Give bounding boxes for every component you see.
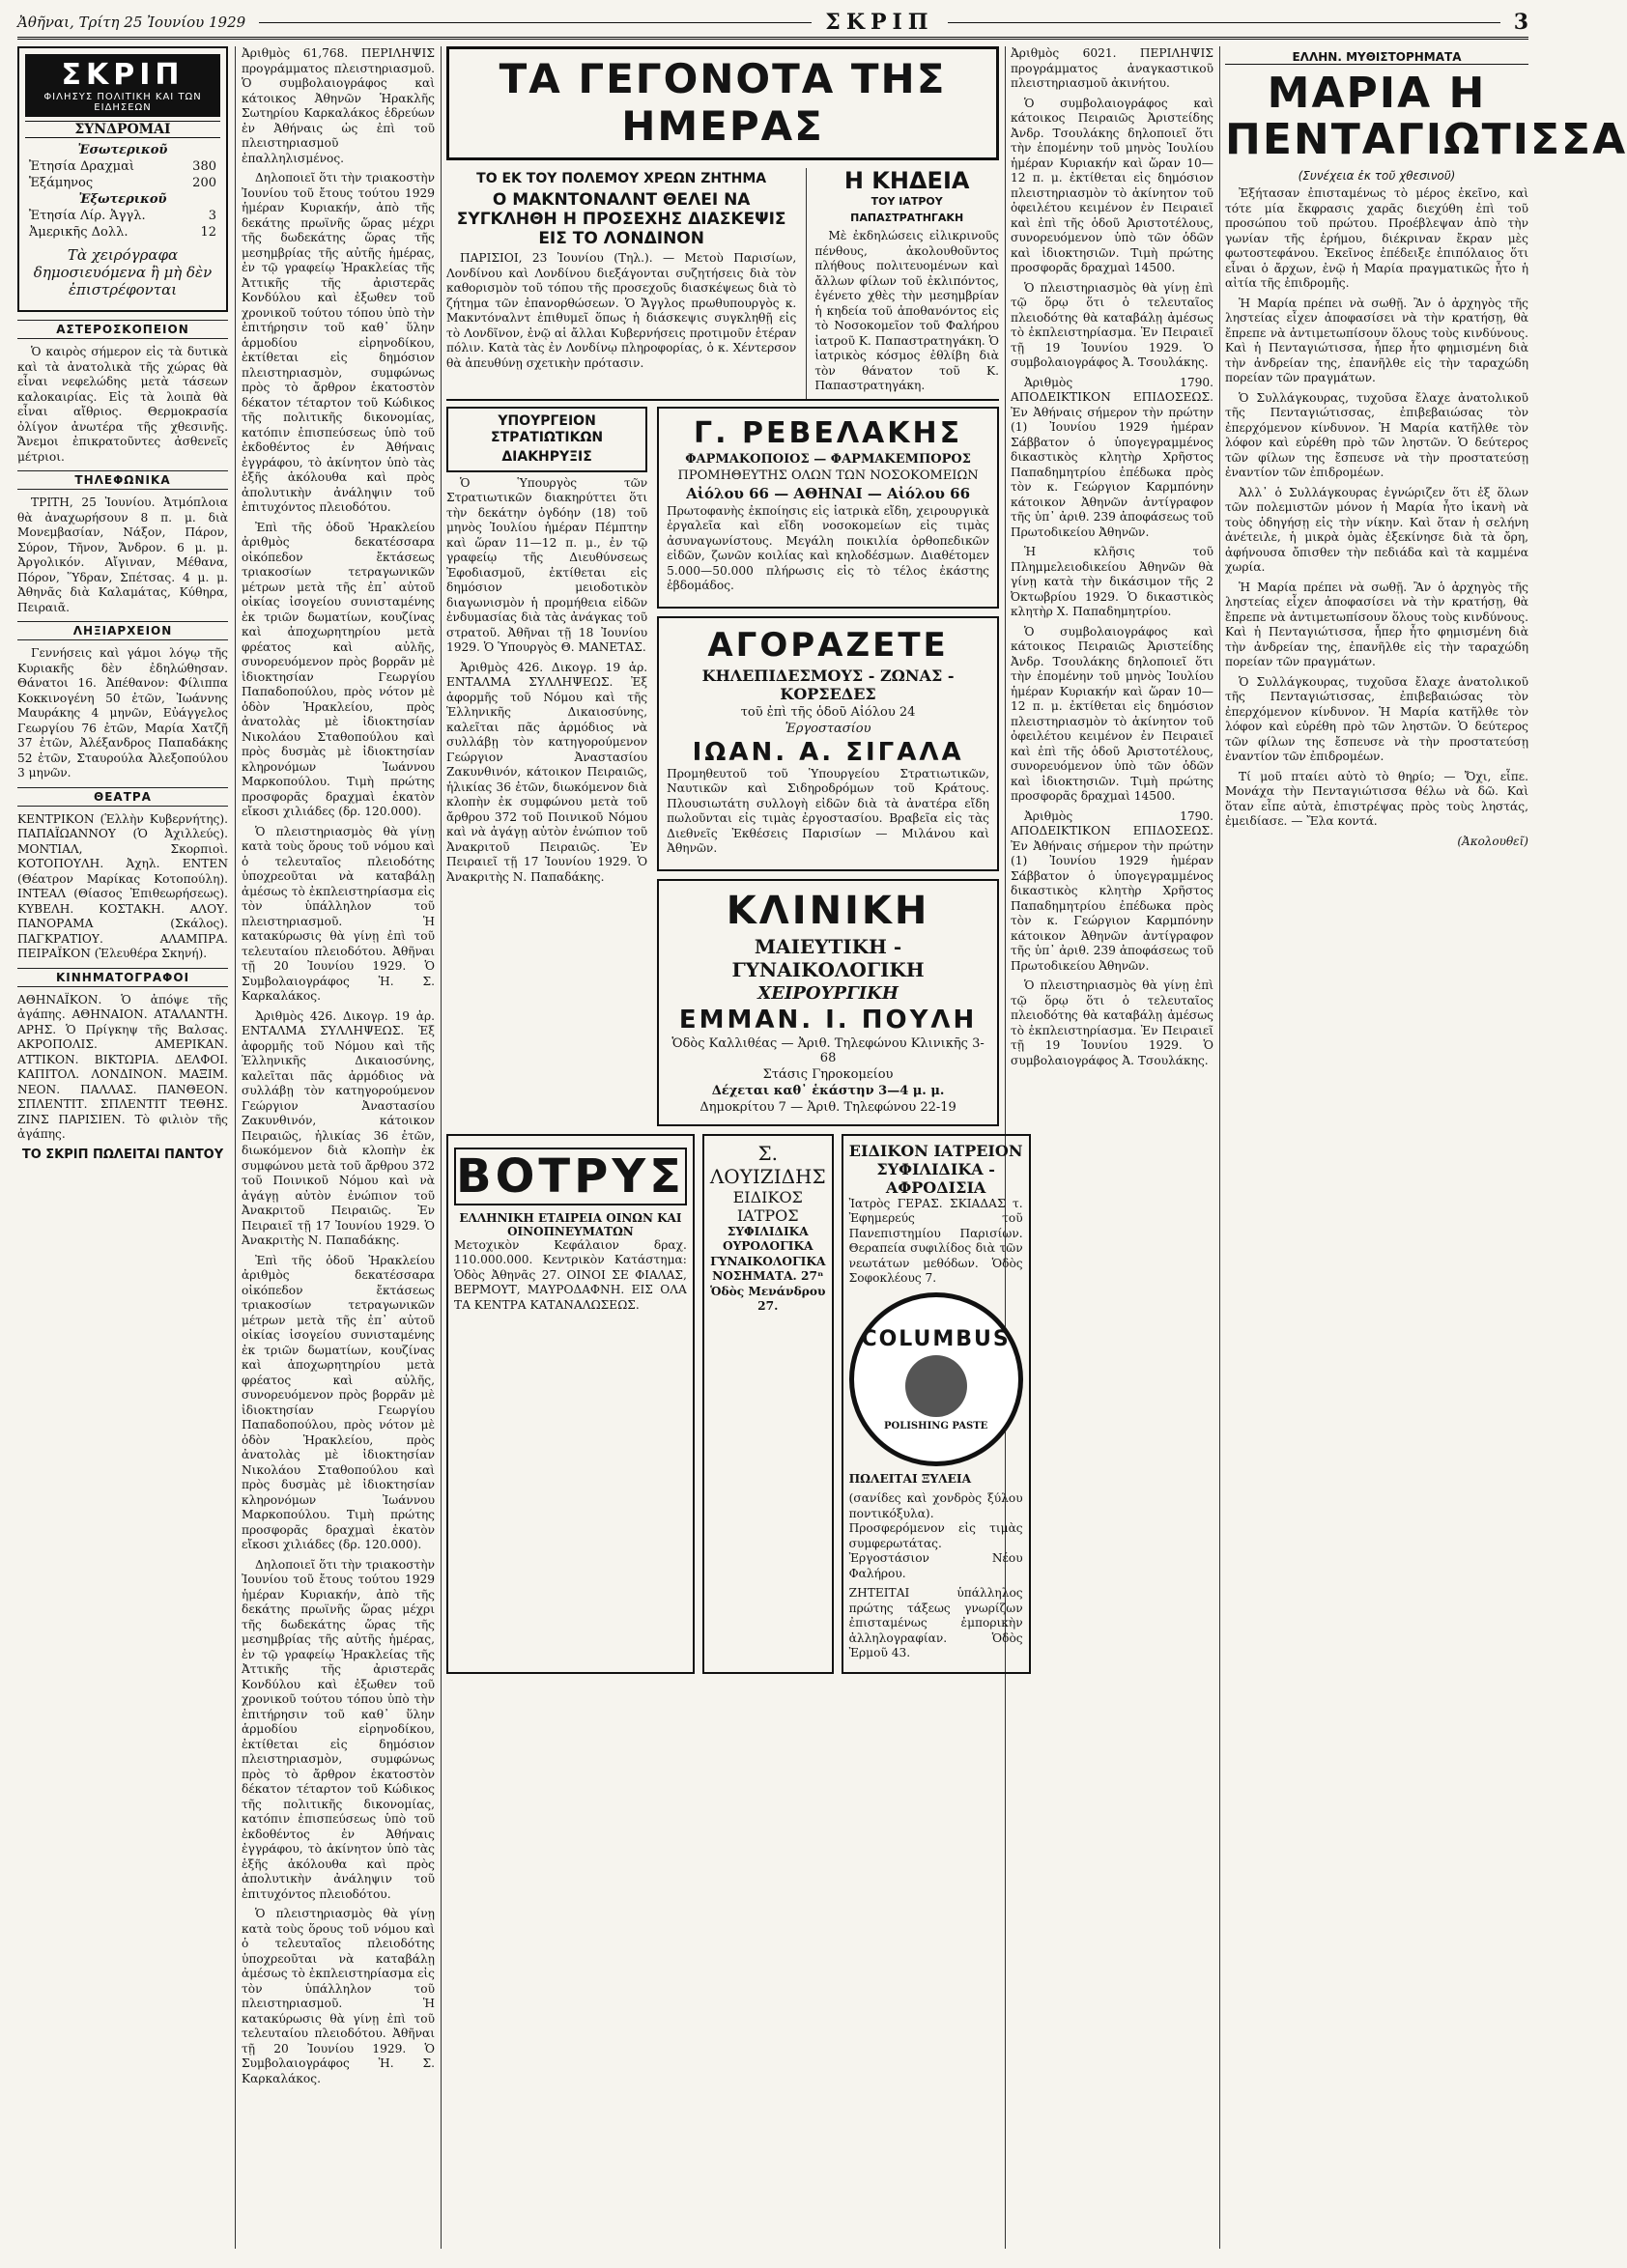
subscriptions-heading: ΣΥΝΔΡΟΜΑΙ	[25, 121, 220, 138]
rate-row	[25, 224, 220, 241]
column-2	[242, 46, 435, 2091]
arrest-warrant-text: Ἀριθμὸς 426. Δικογρ. 19 ἀρ. ΕΝΤΑΛΜΑ ΣΥΛΛΗΨΕΩΣ. Ἐξ ἀφορμῆς τοῦ Νόμου καὶ τῆς Ἑλληνικῆς Δικαιοσύνης, καλεῖται πᾶς ἀρμόδιος νὰ συλλάβῃ τὸν κατηγορούμενον Γεώργιον Ἀναστασίου Ζακυνθινόν, κάτοικον Πειραιῶς, ἡλικίας 36 ἐτῶν, διωκόμενον διὰ κλοπὴν ἐκ συμφώνου μετὰ τοῦ ἄρθρου 372 τοῦ Ποινικοῦ Νόμου καὶ νὰ ἀγάγῃ αὐτὸν ἐνώπιον τοῦ Ἀνακριτοῦ Πειραιῶς. Ἐν Πειραιεῖ τῇ 17 Ἰουνίου 1929. Ὁ Ἀνακριτὴς Ν. Παπαδάκης.	[242, 1008, 435, 1247]
legal-notice-text: Ἡ κλῆσις τοῦ Πλημμελειοδικείου Ἀθηνῶν θὰ γίνῃ κατὰ τὴν δικάσιμον τῆς 2 Ὀκτωβρίου 1929. Ὁ δικαστικὸς κλητὴρ Χ. Παπαδημητρίου.	[1011, 545, 1213, 618]
army-subheading: ΔΙΑΚΗΡΥΞΙΣ	[501, 448, 592, 465]
serial-text: Ὁ Συλλάγκουρας, τυχοῦσα ἔλαχε ἀνατολικοῦ τῆς Πενταγιώτισσας, ἐπιβεβαιώσας τὸν ἐπερχόμενον κίνδυνον. Ἡ Μαρία κατῆλθε τὸν λόφον καὶ εὑρέθη πρὸ τῶν ληστῶν. Ὁ δεύτερος τῶν φίλων της ἔσπευσε νὰ τὴν προστατεύσῃ ἐναντίον τῶν ἐπιδρομέων.	[1225, 390, 1528, 479]
pharmacy-name: Γ. ΡΕΒΕΛΑΚΗΣ	[694, 415, 963, 450]
footer-note: ΤΟ ΣΚΡΙΠ ΠΩΛΕΙΤΑΙ ΠΑΝΤΟΥ	[21, 1147, 224, 1162]
rate-label: Ἑξάμηνος	[29, 176, 94, 190]
buy-ad-text: Προμηθευτοῦ τοῦ Ὑπουργείου Στρατιωτικῶν, Ναυτικῶν καὶ Σιδηροδρόμων τοῦ Κράτους. Πλουσιωτάτη συλλογὴ εἰδῶν διὰ τὰ ἀνατέρα εἴδη πωλοῦνται εἰς τιμὰς ἐργοστασίου. Βραβεῖα εἰς τὰς Διεθνεῖς Ἐκθέσεις Παρισίων — Μιλάνου καὶ Ἀθηνῶν.	[667, 766, 989, 855]
article-headline: Ο ΜΑΚΝΤΟΝΑΛΝΤ ΘΕΛΕΙ ΝΑ ΣΥΓΚΛΗΘΗ Η ΠΡΟΣΕΧΗΣ ΔΙΑΣΚΕΨΙΣ ΕΙΣ ΤΟ ΛΟΝΔΙΝΟΝ	[456, 190, 786, 248]
buy-ad-address: τοῦ ἐπὶ τῆς ὁδοῦ Αἰόλου 24	[740, 704, 916, 720]
serial-text: Ἡ Μαρία πρέπει νὰ σωθῇ. Ἂν ὁ ἀρχηγὸς τῆς ληστείας εἶχεν ἀποφασίσει νὰ τὴν κρατήσῃ, θὰ ἔπρεπε νὰ ἀντιμετωπίσουν ὅλους τοὺς κινδύνους. Καὶ ἡ Πενταγιώτισσα, ἧπερ ἦτο φημισμένη διὰ τὴν ἀνδρείαν της, ἐπανῆλθε εἰς τὴν ταραχώδη πορείαν τῶν πραγμάτων.	[1225, 296, 1528, 384]
legal-notice-intro: Ἀριθμὸς 61,768. ΠΕΡΙΛΗΨΙΣ προγράμματος πλειστηριασμοῦ. Ὁ συμβολαιογράφος καὶ κάτοικος Ἀθηνῶν Ἡρακλῆς Σωτηρίου Καρκαλάκος ἑδρεύων ἐν Ἀθήναις ὡς ἐπὶ τοῦ πλειστηριασμοῦ ἐπαλληλισμένος.	[242, 46, 435, 165]
subscription-box	[17, 46, 228, 312]
botrys-line: ΕΛΛΗΝΙΚΗ ΕΤΑΙΡΕΙΑ ΟΙΝΩΝ ΚΑΙ ΟΙΝΟΠΝΕΥΜΑΤΩΝ	[459, 1210, 682, 1238]
serial-text: Ὁ Συλλάγκουρας, τυχοῦσα ἔλαχε ἀνατολικοῦ τῆς Πενταγιώτισσας, ἐπιβεβαιώσας τὸν ἐπερχόμενον κίνδυνον. Ἡ Μαρία κατῆλθε τὸν λόφον καὶ εὑρέθη πρὸ τῶν ληστῶν. Ὁ δεύτερος τῶν φίλων της ἔσπευσε νὰ τὴν προστατεύσῃ ἐναντίον τῶν ἐπιδρομέων.	[1225, 674, 1528, 763]
rate-row	[25, 208, 220, 224]
botrys-text: Μετοχικὸν Κεφάλαιον δραχ. 110.000.000. Κεντρικὸν Κατάστημα: Ὁδὸς Ἀθηνᾶς 27. ΟΙΝΟΙ ΣΕ ΦΙΑΛΑΣ, ΒΕΡΜΟΥΤ, ΜΑΥΡΟΔΑΦΝΗ. ΕΙΣ ΟΛΑ ΤΑ ΚΕΝΤΡΑ ΚΑΤΑΝΑΛΩΣΕΩΣ.	[454, 1237, 687, 1312]
buy-ad-shop: Ἐργοστασίου	[785, 721, 871, 736]
serial-to-be-continued: (Ἀκολουθεῖ)	[1457, 834, 1528, 848]
section-heading: ΚΙΝΗΜΑΤΟΓΡΑΦΟΙ	[17, 968, 228, 987]
clinic-hours: Δέχεται καθ᾽ ἑκάστην 3—4 μ. μ.	[711, 1083, 945, 1098]
registry-text: Γεννήσεις καὶ γάμοι λόγῳ τῆς Κυριακῆς δὲν ἐδηλώθησαν. Θάνατοι 16. Ἀπέθανον: Φίλιππα Κοκκινογένη 50 ἐτῶν, Ἰωάννης Μαυράκης 4 μηνῶν, Εὐάγγελος Γεωργίου 76 ἐτῶν, Μαρία Χατζῆ 37 ἐτῶν, Ἀλέξανδρος Παπαδάκης 52 ἐτῶν, Σταυρούλα Ἀλεξοπούλου 3 μηνῶν.	[17, 646, 228, 780]
serial-text: Ἡ Μαρία πρέπει νὰ σωθῇ. Ἂν ὁ ἀρχηγὸς τῆς ληστείας εἶχεν ἀποφασίσει νὰ τὴν κρατήσῃ, θὰ ἔπρεπε νὰ ἀντιμετωπίσουν ὅλους τοὺς κινδύνους. Καὶ ἡ Πενταγιώτισσα, ἧπερ ἦτο φημισμένη διὰ τὴν ἀνδρείαν της, ἐπανῆλθε εἰς τὴν ταραχώδη πορείαν τῶν πραγμάτων.	[1225, 580, 1528, 668]
army-notice-text: Ὁ Ὑπουργὸς τῶν Στρατιωτικῶν διακηρύττει ὅτι τὴν δεκάτην ὀγδόην (18) τοῦ μηνὸς Ἰουλίου ἡμέραν Πέμπτην καὶ ὥραν 11—12 π. μ., ἐν τῷ γραφείῳ τῆς Διευθύνσεως Ἐφοδιασμοῦ, ἐκτίθεται εἰς δημόσιον μειοδοτικὸν διαγωνισμὸν ἡ προμήθεια εἰδῶν ἐνδυμασίας διὰ τὰς ἀνάγκας τοῦ στρατοῦ. Ἀθῆναι τῇ 18 Ἰουνίου 1929. Ὁ Ὑπουργὸς Θ. ΜΑΝΕΤΑΣ.	[446, 475, 648, 654]
clinic-address: Ὁδὸς Καλλιθέας — Ἀριθ. Τηλεφώνου Κλινικῆς 3-68	[671, 1035, 985, 1065]
subscription-rates	[25, 142, 220, 241]
legal-notice-text: Ὁ συμβολαιογράφος καὶ κάτοικος Πειραιῶς Ἀριστείδης Ἀνδρ. Τσουλάκης δηλοποιεῖ ὅτι τὴν ἑπομένην τοῦ μηνὸς Ἰουλίου ἡμέραν Κυριακήν καὶ ὥραν 10—12 π. μ. ἐκτίθεται εἰς δημόσιον πλειστηριασμὸν τὸ ἀκίνητον τοῦ ὀφειλέτου κειμένον ἐν Πειραιεῖ καὶ ἐπὶ τῆς ὁδοῦ Ἀριστοτέλους, συνορευόμενον ὑπὸ τῶν ὁδῶν καὶ ἰδιοκτησιῶν. Τιμὴ πρώτης προσφορᾶς δραχμαὶ 14500.	[1011, 624, 1213, 803]
legal-notice-text: Ὁ πλειστηριασμὸς θὰ γίνῃ ἐπὶ τῷ ὅρῳ ὅτι ὁ τελευταῖος πλειοδότης θὰ καταβάλῃ ἀμέσως τὸ ἐκπλειστηρίασμα. Ἐν Πειραιεῖ τῇ 19 Ἰουνίου 1929. Ὁ συμβολαιογράφος Ἀ. Τσουλάκης.	[1011, 978, 1213, 1067]
serial-continuation: (Συνέχεια ἐκ τοῦ χθεσινοῦ)	[1298, 169, 1456, 183]
legal-notice-text: Ἐπὶ τῆς ὁδοῦ Ἡρακλείου ἀριθμὸς δεκατέσσαρα οἰκόπεδον ἔκτάσεως τριακοσίων τετραγωνικῶν μέτρων μετὰ τῆς ἐπ᾽ αὐτοῦ οἰκίας ἰσογείου συνισταμένης ἐκ τριῶν δωματίων, κουζίνας καὶ ἀποχωρητηρίου μετὰ φρέατος καὶ αὐλῆς, συνορευόμενον πρὸς βορρᾶν μὲ ἰδιοκτησίαν Γεωργίου Παπαδοπούλου, πρὸς νότον μὲ ὁδὸν Ἡρακλείου, πρὸς ἀνατολὰς μὲ ἰδιοκτησίαν Νικολάου Σταθοπούλου καὶ πρὸς δυσμὰς μὲ ἰδιοκτησίαν κληρονόμων Ἰωάννου Μαρκοπούλου. Τιμὴ πρώτης προσφορᾶς δραχμαὶ ἑκατὸν εἴκοσι χιλιάδες (δρ. 120.000).	[242, 520, 435, 818]
clinic-headline: ΚΛΙΝΙΚΗ	[726, 888, 930, 933]
serial-text: Ἀλλ᾽ ὁ Συλλάγκουρας ἐγνώριζεν ὅτι ἐξ ὅλων τῶν πολεμιστῶν μόνον ἡ Μαρία ἦτο ἱκανὴ νὰ τοὺς ὁδηγήσῃ εἰς τὴν νίκην. Καὶ ὅταν ἡ σελήνη ἀνέτειλε, ἡ μικρὰ ὁμὰς ἐξεκίνησε διὰ τὰ ὄρη, ἀφήνουσα ὄπισθεν τὴν πεδιάδα καὶ τὰ καμμένα χωρία.	[1225, 485, 1528, 574]
pharmacy-and-ads	[657, 407, 999, 1126]
rate-label: Ἀμερικῆς Δολλ.	[29, 225, 128, 240]
section-heading: ΤΗΛΕΦΩΝΙΚΑ	[17, 470, 228, 490]
newspaper-page	[17, 8, 1627, 2258]
section-heading: ΑΣΤΕΡΟΣΚΟΠΕΙΟΝ	[17, 320, 228, 339]
section-heading: ΘΕΑΤΡΑ	[17, 787, 228, 807]
manuscripts-note: Τὰ χειρόγραφα δημοσιευόμενα ἢ μὴ δὲν ἐπιστρέφονται	[33, 246, 213, 298]
pharmacy-address: Αἰόλου 66 — ΑΘΗΝΑΙ — Αἰόλου 66	[686, 484, 971, 502]
shipping-text: ΤΡΙΤΗ, 25 Ἰουνίου. Ἀτμόπλοια θὰ ἀναχωρήσουν 8 π. μ. διὰ Μονεμβασίαν, Νάξον, Πάρον, Σύρον, Τῆνον, Ἄνδρον. 6 μ. μ. Ἀργολικόν. Αἴγιναν, Μέθανα, Πόρον, Ὕδραν, Σπέτσας. 4 μ. μ. Ἀθηνᾶς διὰ Καλαμάτας, Κύθηρα, Πειραιᾶ.	[17, 496, 228, 614]
legal-notice-text: Ὁ συμβολαιογράφος καὶ κάτοικος Πειραιῶς Ἀριστείδης Ἀνδρ. Τσουλάκης δηλοποιεῖ ὅτι τὴν ἑπομένην τοῦ μηνὸς Ἰουλίου ἡμέραν Κυριακήν καὶ ὥραν 10—12 π. μ. ἐκτίθεται εἰς δημόσιον πλειστηριασμὸν τὸ ἀκίνητον τοῦ ὀφειλέτου κειμένον ἐν Πειραιεῖ καὶ ἐπὶ τῆς ὁδοῦ Ἀριστοτέλους, συνορευόμενον ὑπὸ τῶν ὁδῶν καὶ ἰδιοκτησιῶν. Τιμὴ πρώτης προσφορᾶς δραχμαὶ 14500.	[1011, 96, 1213, 274]
columbus-subtitle: POLISHING PASTE	[883, 1420, 988, 1432]
masthead-date: Ἀθῆναι, Τρίτη 25 Ἰουνίου 1929	[17, 14, 246, 31]
column-1	[17, 46, 228, 1166]
logo-text: ΣΚΡΙΠ	[61, 58, 185, 92]
page-number: 3	[1513, 10, 1529, 35]
column-3	[446, 46, 1023, 1674]
article-subheadline: ΤΟΥ ΙΑΤΡΟΥ ΠΑΠΑΣΤΡΑΤΗΓΑΚΗ	[850, 195, 964, 224]
pharmacy-text: Πρωτοφανὴς ἐκποίησις εἰς ἰατρικὰ εἴδη, χειρουργικὰ ἐργαλεῖα καὶ εἴδη νοσοκομείων εἰς τιμὰς ἀσυναγωνίστους. Μεγάλη ποικιλία ὀρθοπεδικῶν εἰδῶν, ζωνῶν κοιλίας καὶ κηλοδέσμων. Διαθέτομεν 5.000—50.000 πλήρωσις εἰς τὸ τέλος ἐκάστης ἑβδομάδος.	[667, 503, 989, 592]
columbus-brand: COLUMBUS	[861, 1326, 1011, 1351]
legal-notice-text: Δηλοποιεῖ ὅτι τὴν τριακοστὴν Ἰουνίου τοῦ ἔτους τούτου 1929 ἡμέραν Κυριακήν, ἀπὸ τῆς δεκάτης πρωϊνῆς ὥρας μέχρι τῆς δωδεκάτης ὥρας τῆς μεσημβρίας τῆς αὐτῆς ἡμέρας, ἐν τῷ γραφείῳ Ἡρακλείας τῆς Ἀττικῆς τῆς ἀριστερᾶς Κονδύλου καὶ ἐξωθεν τοῦ χρονικοῦ τούτου τόπου ὑπὸ τὴν ἐπιτήρησιν τοῦ καθ᾽ ὕλην ἁρμοδίου εἰρηνοδίκου, ἐκτίθεται εἰς δημόσιον πλειστηριασμὸν, συμφώνως πρὸς τὸ ἄρθρον ἑκατοστὸν δέκατον τέταρτον τοῦ Κώδικος τῆς πολιτικῆς δικονομίας, κατόπιν ἐπισπεύσεως ὑπὸ τοῦ ἐκδοθέντος ἐν Ἀθήναις ἐγγράφου, τὸ ἀκίνητον ὑπὸ τὰς ἑξῆς ἀκόλουθα καὶ πρὸς ἀπολυτικὴν ἀνάληψιν τοῦ ἐπιτυχόντος πλειοδότου.	[242, 1557, 435, 1901]
doctor-title: ΕΙΔΙΚΟΣ ΙΑΤΡΟΣ	[732, 1187, 803, 1225]
column-rule	[1219, 46, 1220, 2249]
doctor-text: ΣΥΦΙΛΙΔΙΚΑ ΟΥΡΟΛΟΓΙΚΑ ΓΥΝΑΙΚΟΛΟΓΙΚΑ ΝΟΣΗΜΑΤΑ. 27ⁿ Ὁδὸς Μενάνδρου 27.	[710, 1224, 826, 1313]
rate-value: 12	[200, 225, 216, 240]
foreign-heading: Ἐξωτερικοῦ	[78, 192, 167, 207]
legal-notice-text: Ὁ πλειστηριασμὸς θὰ γίνῃ κατὰ τοὺς ὅρους τοῦ νόμου καὶ ὁ τελευταῖος πλειοδότης ὑποχρεοῦται νὰ καταβάλῃ ἀμέσως τὸ ἐκπλειστηρίασμα εἰς τὸν ὑπάλληλον τοῦ πλειστηριασμοῦ. Ἡ κατακύρωσις θὰ γίνῃ ἐπὶ τοῦ τελευταίου πλειοδότου. Ἀθῆναι τῇ 20 Ἰουνίου 1929. Ὁ Συμβολαιογράφος Ἡ. Σ. Καρκαλάκος.	[242, 824, 435, 1003]
masthead-rule-left	[259, 22, 812, 23]
legal-notice-text: Ἀριθμὸς 1790. ΑΠΟΔΕΙΚΤΙΚΟΝ ΕΠΙΔΟΣΕΩΣ. Ἐν Ἀθήναις σήμερον τὴν πρώτην (1) Ἰουνίου 1929 ἡμέραν Σάββατον ὁ ὑπογεγραμμένος δικαστικὸς κλητὴρ Χρῆστος Παπαδημητρίου ἐπέδωκα πρὸς τὸν κ. Γεώργιον Καρμπόνην κάτοικον Ἀθηνῶν ἀντίγραφον τῆς ὑπ᾽ ἀριθ. 239 ἀποφάσεως τοῦ Πρωτοδικείου Ἀθηνῶν.	[1011, 375, 1213, 539]
article-body: Μὲ ἐκδηλώσεις εἰλικρινοῦς πένθους, ἀκολουθοῦντος πλήθους πολιτευομένων καὶ ἄλλων φίλων τοῦ ἐκλιπόντος, ἐγένετο χθὲς τὴν μεσημβρίαν ἡ κηδεία τοῦ ἀποθανόντος εἰς τὸ Νοσοκομεῖον τοῦ Φαλήρου ἰατροῦ Κ. Παπαστρατηγάκη. Ὁ ἰατρικὸς κόσμος ἐθλίβη διὰ τὸν θάνατον τοῦ Κ. Παπαστρατηγάκη.	[814, 229, 999, 392]
clinic-subheading: ΣΥΦΙΛΙΔΙΚΑ - ΑΦΡΟΔΙΣΙΑ	[876, 1159, 995, 1197]
buy-ad	[657, 616, 999, 871]
column-rule	[235, 46, 236, 2249]
serial-kicker: ΕΛΛΗΝ. ΜΥΘΙΣΤΟΡΗΜΑΤΑ	[1225, 50, 1528, 65]
news-article-left	[446, 168, 796, 399]
clinic-phone: Δημοκρίτου 7 — Ἀριθ. Τηλεφώνου 22-19	[699, 1099, 956, 1115]
pharmacy-line: ΦΑΡΜΑΚΟΠΟΙΟΣ — ΦΑΡΜΑΚΕΜΠΟΡΟΣ	[685, 451, 971, 467]
clinic-doctor-name: ΕΜΜΑΝ. Ι. ΠΟΥΛΗ	[678, 1005, 978, 1035]
classified-text: ΖΗΤΕΙΤΑΙ ὑπάλληλος πρώτης τάξεως γνωρίζων ἐπισταμένως ἐμπορικὴν ἀλληλογραφίαν. Ὁδὸς Ἐρμοῦ 43.	[848, 1586, 1023, 1659]
serial-text: Ἐξήτασαν ἐπισταμένως τὸ μέρος ἐκεῖνο, καὶ τότε μία ἔκφρασις χαρᾶς διεχύθη ἐπὶ τοῦ προσώπου τοῦ πρώτου. Προέβλεψαν ἀπὸ τὴν γωνίαν τῆς ἐρήμου, διέκριναν ἔκραν μὲς φωτοστεφάνου. Ἐκεῖνος ἐπέδειξε ἐπιπόλαιος ὅτι εἶναι ὁ ἄρχων, ἐνῷ ἡ Μαρία πραγματικῶς ἦτο ἡ αἰτία τῆς ἐπιδρομῆς.	[1225, 186, 1528, 290]
louizidis-ad	[702, 1134, 834, 1674]
buy-ad-headline: ΑΓΟΡΑΖΕΤΕ	[707, 625, 949, 665]
army-heading: ΥΠΟΥΡΓΕΙΟΝ ΣΤΡΑΤΙΩΤΙΚΩΝ	[491, 412, 604, 445]
clinic-subheadline: ΜΑΙΕΥΤΙΚΗ - ΓΥΝΑΙΚΟΛΟΓΙΚΗ	[731, 934, 925, 981]
pharmacy-line: ΠΡΟΜΗΘΕΥΤΗΣ ΟΛΩΝ ΤΩΝ ΝΟΣΟΚΟΜΕΙΩΝ	[677, 468, 979, 483]
column-4	[1011, 46, 1213, 1073]
legal-notice-text: Ἐπὶ τῆς ὁδοῦ Ἡρακλείου ἀριθμὸς δεκατέσσαρα οἰκόπεδον ἔκτάσεως τριακοσίων τετραγωνικῶν μέτρων μετὰ τῆς ἐπ᾽ αὐτοῦ οἰκίας ἰσογείου συνισταμένης ἐκ τριῶν δωματίων, κουζίνας καὶ ἀποχωρητηρίου μετὰ φρέατος καὶ αὐλῆς, συνορευόμενον πρὸς βορρᾶν μὲ ἰδιοκτησίαν Γεωργίου Παπαδοπούλου, πρὸς νότον μὲ ὁδὸν Ἡρακλείου, πρὸς ἀνατολὰς μὲ ἰδιοκτησίαν Νικολάου Σταθοπούλου καὶ πρὸς δυσμὰς μὲ ἰδιοκτησίαν κληρονόμων Ἰωάννου Μαρκοπούλου. Τιμὴ πρώτης προσφορᾶς δραχμαὶ ἑκατὸν εἴκοσι χιλιάδες (δρ. 120.000).	[242, 1253, 435, 1551]
serial-title: ΜΑΡΙΑ Η ΠΕΝΤΑΓΙΩΤΙΣΣΑ	[1225, 69, 1627, 164]
classified-text: (σανίδες καὶ χονδρὸς ξύλου ποντικόξυλα). Προσφερόμενον εἰς τιμὰς συμφερωτάτας. Ἐργοστάσιον Νέου Φαλήρου.	[848, 1491, 1023, 1580]
article-body: ΠΑΡΙΣΙΟΙ, 23 Ἰουνίου (Τηλ.). — Μετοὺ Παρισίων, Λονδίνου καὶ Λονδίνου διεξάγονται συζητήσεις διὰ τὸν καθορισμὸν τοῦ τόπου τῆς προσεχοῦς διασκέψεως διὰ τὸ ζήτημα τῶν ἐπανορθώσεων. Ὁ Ἄγγλος πρωθυπουργὸς κ. Μακντόναλντ ἐπιθυμεῖ ὅπως ἡ διάσκεψις συγκληθῇ εἰς τὸ Λονδῖνον, ἐνῷ αἱ ἄλλαι Κυβερνήσεις προτιμοῦν ἑτέραν πόλιν. Κατὰ τὰς ἐν Λονδίνῳ πληροφορίας, ὁ κ. Χέντερσον θὰ ἀπευθύνῃ σχετικὴν πρότασιν.	[446, 251, 797, 370]
doctor-name: Σ. ΛΟΥΙΖΙΔΗΣ	[709, 1141, 826, 1188]
clinic-subheadline: ΧΕΙΡΟΥΡΓΙΚΗ	[757, 982, 899, 1004]
clinic-text: Ἰατρὸς ΓΕΡΑΣ. ΣΚΙΑΔΑΣ τ. Ἐφημερεύς τοῦ Πανεπιστημίου Παρισίων. Θεραπεία συφιλίδος διὰ τῶν νεωτάτων μεθόδων. Ὁδὸς Σοφοκλέους 7.	[848, 1196, 1023, 1285]
rate-row	[25, 175, 220, 191]
rate-label: Ἐτησία Λίρ. Ἀγγλ.	[29, 209, 146, 223]
logo-subtitle: ΦΙΛΗΣΥΣ ΠΟΛΙΤΙΚΗ ΚΑΙ ΤΩΝ ΕΙΔΗΣΕΩΝ	[43, 92, 202, 113]
legal-notice-text: Ἀριθμὸς 1790. ΑΠΟΔΕΙΚΤΙΚΟΝ ΕΠΙΔΟΣΕΩΣ. Ἐν Ἀθήναις σήμερον τὴν πρώτην (1) Ἰουνίου 1929 ἡμέραν Σάββατον ὁ ὑπογεγραμμένος δικαστικὸς κλητὴρ Χρῆστος Παπαδημητρίου ἐπέδωκα πρὸς τὸν κ. Γεώργιον Καρμπόνην κάτοικον Ἀθηνῶν ἀντίγραφον τῆς ὑπ᾽ ἀριθ. 239 ἀποφάσεως τοῦ Πρωτοδικείου Ἀθηνῶν.	[1011, 808, 1213, 973]
botrys-ad	[446, 1134, 695, 1674]
clinic-stop: Στάσις Γηροκομείου	[762, 1066, 894, 1082]
news-banner: ΤΑ ΓΕΓΟΝΟΤΑ ΤΗΣ ΗΜΕΡΑΣ	[446, 46, 999, 160]
legal-notice-text: Ἀριθμὸς 426. Δικογρ. 19 ἀρ. ΕΝΤΑΛΜΑ ΣΥΛΛΗΨΕΩΣ. Ἐξ ἀφορμῆς τοῦ Νόμου καὶ τῆς Ἑλληνικῆς Δικαιοσύνης, καλεῖται πᾶς ἀρμόδιος νὰ συλλάβῃ τὸν κατηγορούμενον Γεώργιον Ἀναστασίου Ζακυνθινόν, κάτοικον Πειραιῶς, ἡλικίας 36 ἐτῶν, διωκόμενον διὰ κλοπὴν ἐκ συμφώνου μετὰ τοῦ ἄρθρου 372 τοῦ Ποινικοῦ Νόμου καὶ νὰ ἀγάγῃ αὐτὸν ἐνώπιον τοῦ Ἀνακριτοῦ Πειραιῶς. Ἐν Πειραιεῖ τῇ 17 Ἰουνίου 1929. Ὁ Ἀνακριτὴς Ν. Παπαδάκης.	[446, 660, 648, 884]
clinic-ad	[657, 879, 999, 1126]
rate-row	[25, 158, 220, 175]
cinema-listings: ΑΘΗΝΑΪΚΟΝ. Ὁ ἀπόψε τῆς ἀγάπης. ΑΘΗΝΑΙΟΝ. ΑΤΑΛΑΝΤΗ. ΑΡΗΣ. Ὁ Πρίγκηψ τῆς Βαλσας. ΑΚΡΟΠΟΛΙΣ. ΑΜΕΡΙΚΑΝ. ΑΤΤΙΚΟΝ. ΒΙΚΤΩΡΙΑ. ΔΕΛΦΟΙ. ΚΑΠΙΤΟΛ. ΛΟΝΔΙΝΟΝ. ΜΑΞΙΜ. ΝΕΟΝ. ΠΑΛΛΑΣ. ΠΑΝΘΕΟΝ. ΣΠΛΕΝΤΙΤ. ΣΠΛΕΝΤΙΤ ΤΕΘΗΣ. ΖΙΝΣ ΠΑΡΙΣΙΕΝ. Τὸ φιλιὸν τῆς ἀγάπης.	[17, 992, 228, 1141]
theatre-listings: ΚΕΝΤΡΙΚΟΝ (Ἑλλὴν Κυβερνήτης). ΠΑΠΑΪΩΑΝΝΟΥ (Ὁ Ἀχιλλεύς). ΜΟΝΤΙΑΛ, Σκορπιοὶ. ΚΟΤΟΠΟΥΛΗ. Ἀχηλ. ΕΝΤΕΝ (Θέατρον Μαρίκας Κοτοπούλη). ΙΝΤΕΑΛ (Θίασος Ἐπιθεωρήσεως). ΚΥΒΕΛΗ. ΚΟΣΤΑΚΗ. ΑΛΟΥ. ΠΑΝΟΡΑΜΑ (Σκάλος). ΠΑΓΚΡΑΤΙΟΥ. ΑΛΑΜΠΡΑ. ΠΕΙΡΑΪΚΟΝ (Ἐλευθέρα Σκηνή).	[17, 811, 228, 960]
news-article-right	[806, 168, 999, 399]
weather-text: Ὁ καιρὸς σήμερον εἰς τὰ δυτικὰ καὶ τὰ ἀνατολικὰ τῆς χώρας θὰ εἶναι νεφελώδης μετὰ τάσεων καλοκαιρίας. Εἰς τὰ λοιπὰ θὰ εἶναι αἴθριος. Θερμοκρασία ὀλίγον ἀνωτέρα τῆς χθεσινῆς. Ἄνεμοι ἐπικρατοῦντες ἀσθενεῖς μέτριοι.	[17, 345, 228, 464]
army-and-pharmacy	[446, 399, 999, 1126]
columbus-logo	[849, 1292, 1023, 1466]
lower-ads	[446, 1134, 1023, 1674]
clinic-heading: ΕΙΔΙΚΟΝ ΙΑΤΡΕΙΟΝ	[848, 1141, 1023, 1160]
rate-value: 380	[192, 159, 216, 174]
pharmacy-ad	[657, 407, 999, 609]
section-heading: ΛΗΞΙΑΡΧΕΙΟΝ	[17, 621, 228, 640]
buy-ad-name: ΙΩΑΝ. Α. ΣΙΓΑΛΑ	[692, 737, 964, 767]
serial-text: Τί μοῦ πταίει αὐτὸ τὸ θηρίο; — Ὄχι, εἶπε. Μονάχα τὴν Πενταγιώτισσα θέλω νὰ δῶ. Καὶ ὅταν εἶπε αὐτὰ, ἐπιστρέψας πρὸς τοὺς ληστάς, ἐμειδίασε. — Ἔλα κοντά.	[1225, 769, 1528, 828]
page-masthead	[17, 8, 1528, 40]
portrait-icon	[905, 1355, 967, 1417]
rate-value: 3	[208, 209, 216, 223]
buy-ad-line: ΚΗΛΕΠΙΔΕΣΜΟΥΣ - ΖΩΝΑΣ - ΚΟΡΣΕΔΕΣ	[701, 666, 955, 703]
classified-heading: ΠΩΛΕΙΤΑΙ ΞΥΛΕΙΑ	[848, 1471, 972, 1486]
legal-notice-text: Δηλοποιεῖ ὅτι τὴν τριακοστὴν Ἰουνίου τοῦ ἔτους τούτου 1929 ἡμέραν Κυριακήν, ἀπὸ τῆς δεκάτης πρωϊνῆς ὥρας μέχρι τῆς δωδεκάτης ὥρας τῆς μεσημβρίας τῆς αὐτῆς ἡμέρας, ἐν τῷ γραφείῳ Ἡρακλείας τῆς Ἀττικῆς τῆς ἀριστερᾶς Κονδύλου καὶ ἐξωθεν τοῦ χρονικοῦ τούτου τόπου ὑπὸ τὴν ἐπιτήρησιν τοῦ καθ᾽ ὕλην ἁρμοδίου εἰρηνοδίκου, ἐκτίθεται εἰς δημόσιον πλειστηριασμὸν, συμφώνως πρὸς τὸ ἄρθρον ἑκατοστὸν δέκατον τέταρτον τοῦ Κώδικος τῆς πολιτικῆς δικονομίας, κατόπιν ἐπισπεύσεως ὑπὸ τοῦ ἐκδοθέντος ἐν Ἀθήναις ἐγγράφου, τὸ ἀκίνητον ὑπὸ τὰς ἑξῆς ἀκόλουθα καὶ πρὸς ἀπολυτικὴν ἀνάληψιν τοῦ ἐπιτυχόντος πλειοδότου.	[242, 171, 435, 514]
legal-notice-text: Ὁ πλειστηριασμὸς θὰ γίνῃ κατὰ τοὺς ὅρους τοῦ νόμου καὶ ὁ τελευταῖος πλειοδότης ὑποχρεοῦται νὰ καταβάλῃ ἀμέσως τὸ ἐκπλειστηρίασμα εἰς τὸν ὑπάλληλον τοῦ πλειστηριασμοῦ. Ἡ κατακύρωσις θὰ γίνῃ ἐπὶ τοῦ τελευταίου πλειοδότου. Ἀθῆναι τῇ 20 Ἰουνίου 1929. Ὁ Συμβολαιογράφος Ἡ. Σ. Καρκαλάκος.	[242, 1907, 435, 2085]
masthead-title: ΣΚΡΙΠ	[825, 10, 934, 35]
legal-notice-intro: Ἀριθμὸς 6021. ΠΕΡΙΛΗΨΙΣ προγράμματος ἀναγκαστικοῦ πλειστηριασμοῦ ἀκινήτου.	[1011, 46, 1213, 90]
botrys-brand: ΒΟΤΡΥΣ	[456, 1148, 685, 1204]
columbus-ad	[842, 1134, 1031, 1674]
masthead-rule-right	[948, 22, 1500, 23]
rate-value: 200	[192, 176, 216, 190]
newspaper-logo	[25, 54, 220, 117]
article-kicker: ΤΟ ΕΚ ΤΟΥ ΠΟΛΕΜΟΥ ΧΡΕΩΝ ΖΗΤΗΜΑ	[476, 171, 767, 186]
article-headline: Η ΚΗΔΕΙΑ	[843, 167, 970, 194]
rate-label: Ἐτησία Δραχμαὶ	[29, 159, 134, 174]
news-subcolumns	[446, 168, 999, 399]
domestic-heading: Ἐσωτερικοῦ	[77, 143, 168, 157]
army-head-box	[446, 407, 647, 472]
column-rule	[441, 46, 442, 2249]
army-notice	[446, 407, 647, 1126]
legal-notice-text: Ὁ πλειστηριασμὸς θὰ γίνῃ ἐπὶ τῷ ὅρῳ ὅτι ὁ τελευταῖος πλειοδότης θὰ καταβάλῃ ἀμέσως τὸ ἐκπλειστηρίασμα. Ἐν Πειραιεῖ τῇ 19 Ἰουνίου 1929. Ὁ συμβολαιογράφος Ἀ. Τσουλάκης.	[1011, 280, 1213, 369]
column-5	[1225, 46, 1627, 848]
